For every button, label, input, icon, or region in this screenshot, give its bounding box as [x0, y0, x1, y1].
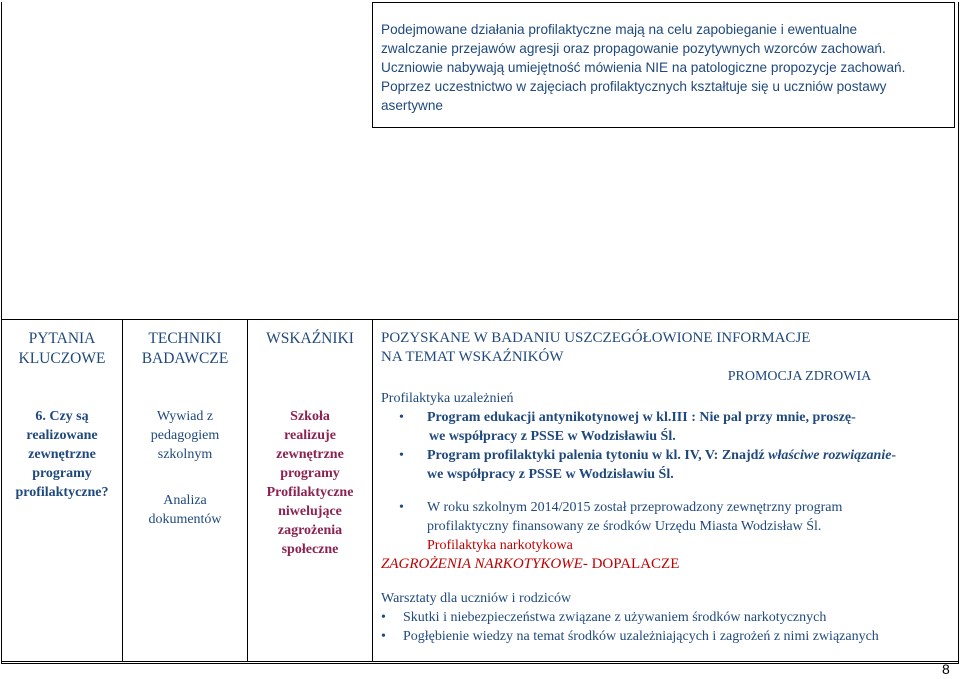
item-text: Program edukacji antynikotynowej w kl.III : Nie pal przy mnie, proszę-: [427, 410, 856, 425]
heading-rest: - DOPALACZE: [582, 556, 680, 572]
question-line: realizowane: [26, 428, 98, 443]
item-text: we współpracy z PSSE w Wodzisławiu Śl.: [429, 429, 676, 444]
col-header-info: [381, 329, 958, 367]
header-line: TECHNIKI: [148, 330, 222, 347]
section-title: PROMOCJA ZDROWIA: [727, 369, 872, 384]
item-text: we współpracy z PSSE w Wodzisławiu Śl.: [427, 467, 674, 482]
question-line: 6. Czy są: [35, 409, 89, 424]
technique-line: pedagogiem: [150, 428, 220, 443]
info-body: [381, 367, 958, 646]
workshop-list: [381, 608, 958, 646]
item-text: Program profilaktyki palenia tytoniu w kl. IV, V: Znajdź: [427, 448, 769, 463]
col-header-indicators: WSKAŹNIKI: [266, 330, 354, 347]
question-text: [2, 407, 122, 502]
list-item-continued: [381, 427, 958, 446]
info-cell: [373, 320, 959, 662]
header-line: PYTANIA: [28, 330, 96, 347]
external-program-list: [381, 498, 958, 555]
technique-line: dokumentów: [148, 512, 222, 527]
list-item-continued: [381, 465, 958, 484]
question-line: profilaktyczne?: [15, 485, 109, 500]
summary-line: Poprzez uczestnictwo w zajęciach profilaktycznych kształtuje się u uczniów postawy: [381, 79, 887, 94]
header-line: NA TEMAT WSKAŹNIKÓW: [381, 349, 564, 365]
summary-line: Podejmowane działania profilaktyczne mają na celu zapobieganie i ewentualne: [381, 22, 858, 37]
summary-line: asertywne: [381, 98, 443, 113]
header-line: BADAWCZE: [141, 350, 229, 367]
item-text: Skutki i niebezpieczeństwa związane z używaniem środków narkotycznych: [403, 610, 827, 625]
summary-line: Uczniowie nabywają umiejętność mówienia NIE na patologiczne propozycje zachowań.: [381, 60, 906, 75]
technique-line: Analiza: [163, 493, 207, 508]
drug-threats-heading: [381, 555, 958, 574]
bullet-icon: •: [399, 500, 404, 515]
header-line: KLUCZOWE: [18, 350, 106, 367]
list-item-continued: [381, 517, 958, 536]
indicator-line: programy: [280, 466, 340, 481]
research-table: [1, 319, 959, 662]
item-text: Pogłębienie wiedzy na temat środków uzależniających i zagrożeń z nimi związanych: [403, 629, 879, 644]
bullet-icon: •: [399, 410, 404, 425]
workshops-label: Warsztaty dla uczniów i rodziców: [381, 591, 572, 606]
program-list: [381, 408, 958, 484]
question-line: programy: [32, 466, 92, 481]
question-line: zewnętrzne: [28, 447, 96, 462]
bullet-icon: •: [381, 610, 386, 625]
indicator-line: realizuje: [284, 428, 336, 443]
summary-line: zwalczanie przejawów agresji oraz propagowanie pozytywnych wzorców zachowań.: [381, 41, 886, 56]
indicators-cell: [248, 320, 373, 662]
col-header-questions: [2, 329, 122, 369]
col-header-techniques: [123, 329, 247, 369]
summary-text: [381, 20, 941, 115]
indicator-line: zagrożenia: [277, 523, 343, 538]
subtitle-addiction: Profilaktyka uzależnień: [381, 391, 514, 406]
techniques-cell: [123, 320, 248, 662]
key-questions-cell: [2, 320, 123, 662]
indicator-line: zewnętrzne: [276, 447, 344, 462]
list-item: [381, 498, 958, 517]
heading-italic: ZAGROŻENIA NARKOTYKOWE: [381, 556, 583, 572]
summary-box: [372, 2, 955, 128]
item-text: profilaktyczny finansowany ze środków Urzędu Miasta Wodzisław Śl.: [427, 519, 822, 534]
list-item: [381, 627, 958, 646]
indicator-line: Szkoła: [290, 409, 330, 424]
item-text: -: [891, 448, 897, 463]
item-text: W roku szkolnym 2014/2015 został przeprowadzony zewnętrzny program: [427, 500, 843, 515]
item-text-italic: właściwe rozwiązanie: [768, 448, 892, 463]
technique-line: szkolnym: [157, 447, 213, 462]
page-frame-bottom: [1, 663, 959, 664]
header-line: POZYSKANE W BADANIU USZCZEGÓŁOWIONE INFORMACJE: [381, 330, 811, 346]
indicator-text: [248, 407, 372, 559]
indicator-line: niwelujące: [278, 504, 342, 519]
indicator-line: społeczne: [281, 542, 339, 557]
technique-interview: [123, 407, 247, 464]
list-item: [381, 446, 958, 465]
list-item: [381, 608, 958, 627]
list-item: [381, 408, 958, 427]
drug-prevention-title: Profilaktyka narkotykowa: [427, 538, 573, 553]
technique-analysis: [123, 491, 247, 529]
technique-line: Wywiad z: [156, 409, 214, 424]
bullet-icon: •: [381, 629, 386, 644]
page-number: 8: [942, 661, 950, 677]
bullet-icon: •: [399, 448, 404, 463]
list-item-continued: [381, 536, 958, 555]
indicator-line: Profilaktyczne: [266, 485, 354, 500]
